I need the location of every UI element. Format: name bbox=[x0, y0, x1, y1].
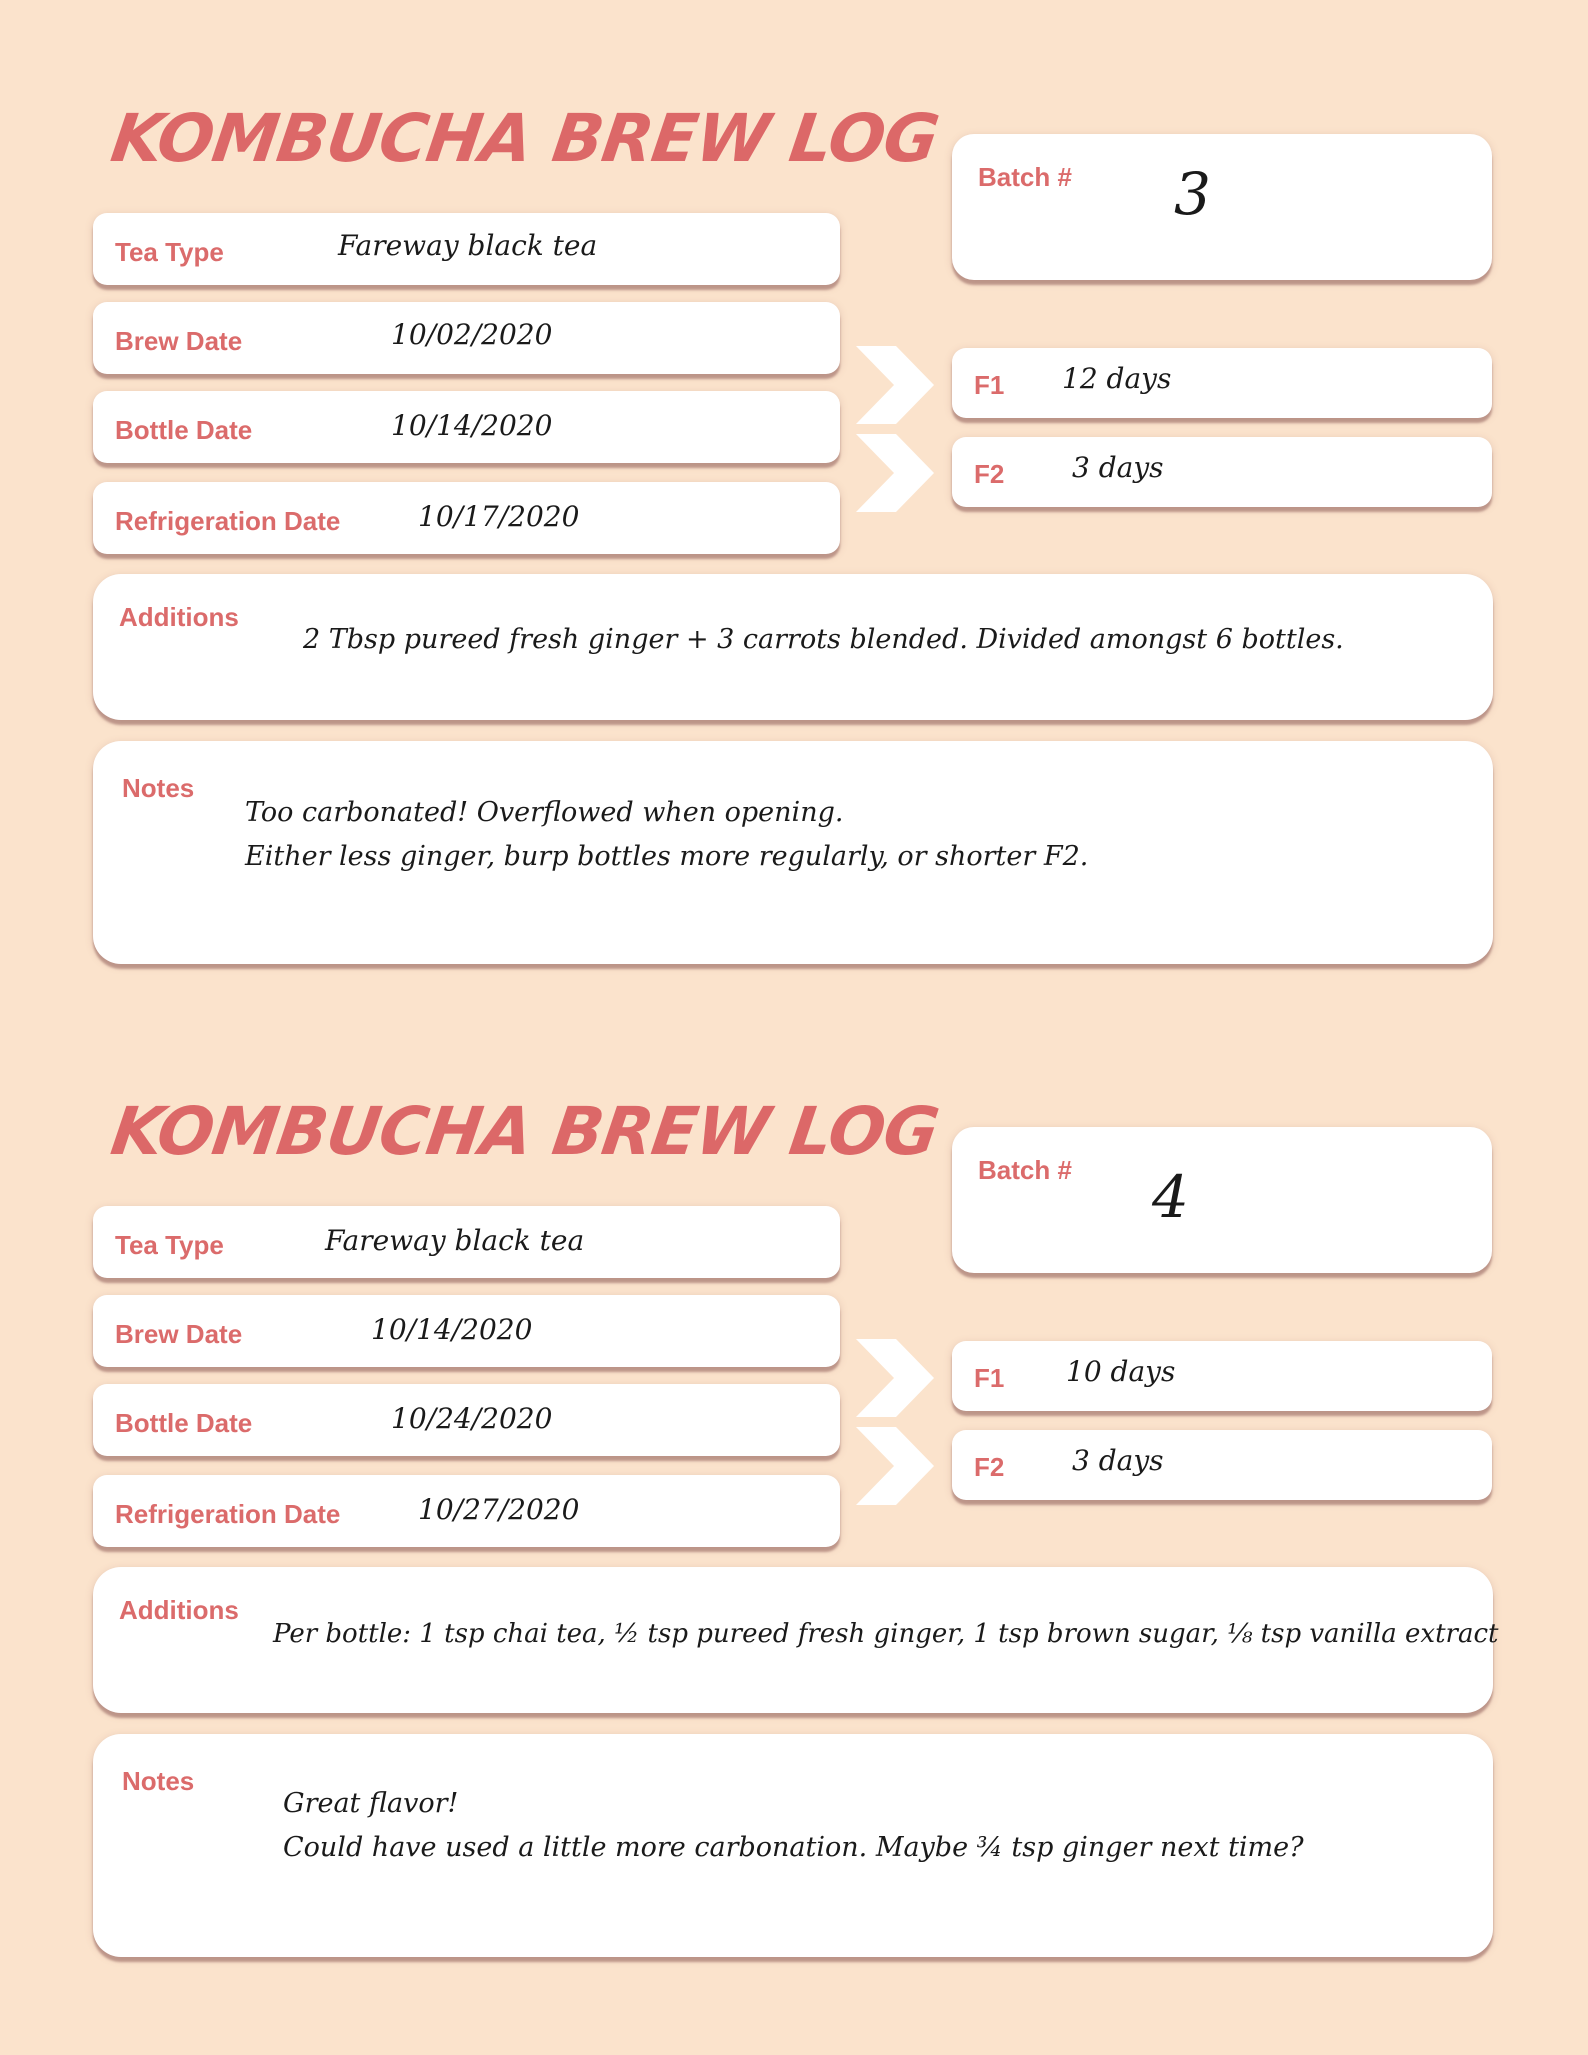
batch-value: 3 bbox=[1174, 160, 1211, 228]
notes-line: Great flavor! bbox=[283, 1788, 459, 1819]
refrigeration-date-field bbox=[93, 1475, 840, 1547]
f1-label: F1 bbox=[974, 1363, 1005, 1393]
log-title: KOMBUCHA BREW LOG bbox=[106, 100, 943, 177]
bottle-date-label: Bottle Date bbox=[115, 415, 253, 445]
additions-field bbox=[93, 574, 1493, 720]
batch-value: 4 bbox=[1152, 1163, 1189, 1231]
bottle-date-label: Bottle Date bbox=[115, 1408, 253, 1438]
brew-date-field bbox=[93, 1295, 840, 1367]
tea-type-label: Tea Type bbox=[115, 237, 224, 267]
brew-log-batch-4 bbox=[0, 993, 1588, 1893]
chevron-right-icon bbox=[854, 1337, 936, 1419]
log-title: KOMBUCHA BREW LOG bbox=[106, 1093, 943, 1170]
notes-label: Notes bbox=[122, 1766, 195, 1796]
batch-label: Batch # bbox=[978, 1155, 1072, 1185]
bottle-date-field bbox=[93, 391, 840, 463]
bottle-date-value: 10/14/2020 bbox=[391, 409, 553, 442]
notes-line: Too carbonated! Overflowed when opening. bbox=[245, 797, 844, 828]
brew-date-value: 10/14/2020 bbox=[371, 1313, 533, 1346]
batch-card bbox=[952, 1127, 1492, 1273]
f2-value: 3 days bbox=[1072, 451, 1164, 484]
additions-value: Per bottle: 1 tsp chai tea, ½ tsp pureed fresh ginger, 1 tsp brown sugar, ⅛ tsp vanilla extract bbox=[273, 1619, 1499, 1649]
tea-type-value: Fareway black tea bbox=[325, 1224, 585, 1257]
refrigeration-date-label: Refrigeration Date bbox=[115, 506, 341, 536]
brew-date-label: Brew Date bbox=[115, 1319, 243, 1349]
f1-label: F1 bbox=[974, 370, 1005, 400]
additions-label: Additions bbox=[119, 1595, 239, 1625]
additions-value: 2 Tbsp pureed fresh ginger + 3 carrots blended. Divided amongst 6 bottles. bbox=[303, 624, 1344, 655]
notes-line: Could have used a little more carbonation. Maybe ¾ tsp ginger next time? bbox=[283, 1832, 1304, 1863]
f1-field bbox=[952, 348, 1492, 418]
f1-value: 10 days bbox=[1066, 1355, 1176, 1388]
brew-date-label: Brew Date bbox=[115, 326, 243, 356]
tea-type-field bbox=[93, 1206, 840, 1278]
additions-label: Additions bbox=[119, 602, 239, 632]
bottle-date-field bbox=[93, 1384, 840, 1456]
tea-type-field bbox=[93, 213, 840, 285]
f2-label: F2 bbox=[974, 459, 1005, 489]
notes-field bbox=[93, 741, 1493, 964]
additions-field bbox=[93, 1567, 1499, 1713]
notes-field bbox=[93, 1734, 1493, 1957]
notes-line: Either less ginger, burp bottles more regularly, or shorter F2. bbox=[245, 841, 1089, 872]
f1-field bbox=[952, 1341, 1492, 1411]
batch-label: Batch # bbox=[978, 162, 1072, 192]
brew-log-batch-3 bbox=[0, 0, 1588, 900]
batch-card bbox=[952, 134, 1492, 280]
brew-date-field bbox=[93, 302, 840, 374]
f1-value: 12 days bbox=[1062, 362, 1172, 395]
refrigeration-date-value: 10/27/2020 bbox=[418, 1493, 580, 1526]
refrigeration-date-field bbox=[93, 482, 840, 554]
bottle-date-value: 10/24/2020 bbox=[391, 1402, 553, 1435]
refrigeration-date-label: Refrigeration Date bbox=[115, 1499, 341, 1529]
chevron-right-icon bbox=[854, 1425, 936, 1507]
refrigeration-date-value: 10/17/2020 bbox=[418, 500, 580, 533]
brew-date-value: 10/02/2020 bbox=[391, 318, 553, 351]
tea-type-value: Fareway black tea bbox=[338, 229, 598, 262]
f2-value: 3 days bbox=[1072, 1444, 1164, 1477]
tea-type-label: Tea Type bbox=[115, 1230, 224, 1260]
f2-label: F2 bbox=[974, 1452, 1005, 1482]
chevron-right-icon bbox=[854, 344, 936, 426]
chevron-right-icon bbox=[854, 432, 936, 514]
f2-field bbox=[952, 437, 1492, 507]
notes-label: Notes bbox=[122, 773, 195, 803]
f2-field bbox=[952, 1430, 1492, 1500]
